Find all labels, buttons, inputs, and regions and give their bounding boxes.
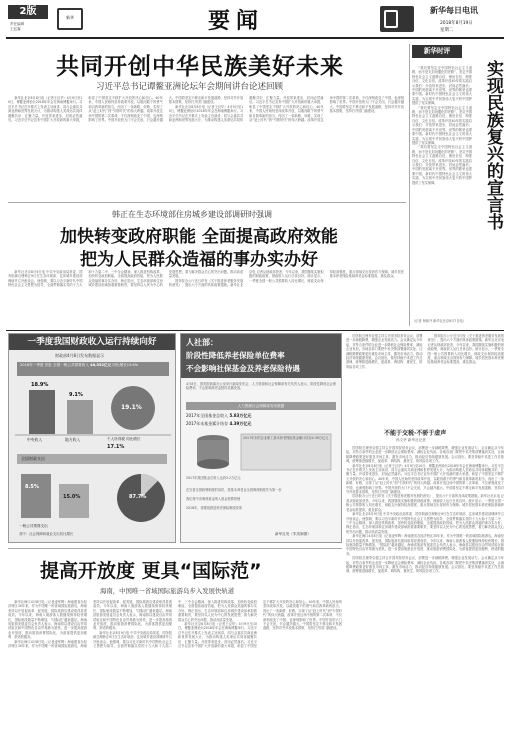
pie-percent: 87.7%	[129, 494, 147, 500]
expenditure-heading: 全国财政支出	[17, 454, 167, 464]
section-title: 要闻	[208, 8, 265, 34]
legend-line-2: 全国一般公共预算收入	[53, 363, 89, 367]
page-tag-editor: 王虹霖	[10, 26, 21, 31]
pension-header	[181, 334, 341, 378]
issue-weekday: 星期二	[440, 28, 454, 33]
pension-value-row	[186, 413, 336, 419]
pension-value-row-2	[186, 421, 336, 427]
page-tag	[10, 22, 24, 31]
lead-body: 新华社北京8月8日电（记者王汉华）4月9日至10日，博鳌亚洲论坛2018年年会在海南博鳌举行。习近平总书记在开幕式上发表主旨演讲，同与会嘉宾共商亚洲和世界发展大计，为推动构建人类命运共同体凝聚共识、汇聚力量。开放带来进步，封闭必然落后。习近平总书记宣布中国扩大开放新的重大举措，彰显了中国坚定不移扩大开放的决心和信心。40年来，中国人民始终坚持改革开放，以敢闯敢干的勇气和自我革新的担当，闯出了一条新路，好路，实现了从“赶上时代”到“引领时代”的伟大跨越。改革开放这场中国的第二次革命，不仅深刻改变了中国，也深刻影响了世界。中国开放的大门不会关闭，只会越开越大。中国将坚定不移走和平发展道路，坚持对外开放基本国策，坚持打开国门搞建设。 新华社北京8月8日电（记者王汉华）4月9日至10日，博鳌亚洲论坛2018年年会在海南博鳌举行。习近平总书记在开幕式上发表主旨演讲，同与会嘉宾共商亚洲和世界发展大计，为推动构建人类命运共同体凝聚共识、汇聚力量。开放带来进步，封闭必然落后。习近平总书记宣布中国扩大开放新的重大举措，彰显了中国坚定不移扩大开放的决心和信心。40年来，中国人民始终坚持改革开放，以敢闯敢干的勇气和自我革新的担当，闯出了一条新路，好路，实现了从“赶上时代”到“引领时代”的伟大跨越。改革开放这场中国的第二次革命，不仅深刻改变了中国，也深刻影响了世界。中国开放的大门不会关闭，只会越开越大。中国将坚定不移走和平发展道路，坚持对外开放基本国策，坚持打开国门搞建设。	[8, 96, 404, 123]
story4-subhead: 不能于交税·不骄于虚声	[384, 430, 447, 437]
column-divider	[409, 44, 410, 326]
pension-tag: 人社部：	[186, 338, 218, 347]
growth-value-3: 17.1%	[107, 444, 125, 450]
commentary-badge: 新华时评	[412, 45, 462, 58]
pension-title-2: 不会影响社保基金及养老保险待遇	[186, 364, 300, 373]
legend-note: 同比增长13.6%	[112, 363, 139, 367]
bar-central	[29, 390, 55, 434]
legend-line-1: 2018年一季度 首批	[20, 363, 52, 367]
commentary-body: “我们要坚定走中国特色社会主义道路，而不是走封闭僵化的老路”，坚定中国特色社会主义道路自信、理论自信、制度自信、文化自信。改革开放40年的实践启示我们：开放带来进步，封闭必然落后；中国的发展离不开世界，世界的繁荣也需要中国。新时代中国特色社会主义的伟大实践，为实现中华民族伟大复兴的中国梦提供了坚实保障。 “我们要坚定走中国特色社会主义道路，而不是走封闭僵化的老路”，坚定中国特色社会主义道路自信、理论自信、制度自信、文化自信。改革开放40年的实践启示我们：开放带来进步，封闭必然落后；中国的发展离不开世界，世界的繁荣也需要中国。新时代中国特色社会主义的伟大实践，为实现中华民族伟大复兴的中国梦提供了坚实保障。 “我们要坚定走中国特色社会主义道路，而不是走封闭僵化的老路”，坚定中国特色社会主义道路自信、理论自信、制度自信、文化自信。改革开放40年的实践启示我们：开放带来进步，封闭必然落后；中国的发展离不开世界，世界的繁荣也需要中国。新时代中国特色社会主义的伟大实践，为实现中华民族伟大复兴的中国梦提供了坚实保障。	[412, 66, 472, 185]
bar-local	[67, 400, 93, 434]
bar-spend-a	[21, 474, 51, 518]
pension-lead: 4月8日，国务院新闻办公室举行新闻发布会，人力资源和社会保障部有关负责人表示，阶段性降低社会保险费率，不会影响养老金按时足额发放。	[186, 382, 336, 391]
page-number-badge: 2版	[8, 5, 48, 19]
story2-body: 新华社北京8月9日电 中共中央政治局常委、国务院副总理韩正9日在生态环境部、住房城乡建设部调研并召开座谈会。他强调，要以习近平新时代中国特色社会主义思想为指导，全面贯彻落实党的十九大和十九届二中、三中全会精神，深入推进机构改革，加快转变政府职能，全面提高政府效能，把为人民群众造福的事办实办好。韩正指出，生态环境部和住房城乡建设部承担着重要职责，要坚持以人民为中心的发展思想，着力解决群众关心的突出问题，推动高质量发展。 国务院办公厅近日印发《关于推进养老服务发展的意见》，提出六个方面的具体政策措施。新华社北京电 记者从财政部获悉，今年以来，我国继续实施积极的财政政策，财政收入运行总体良好。统计显示，一季度全国一般公共预算收入同比增长，财政支出保持较高强度，重点领域支出得到有力保障。城乡居民基本养老保险基础养老金标准提高，惠及群众。	[8, 270, 404, 288]
issue-date: 2018年8月19日	[440, 21, 473, 26]
label-central: 中央收入	[27, 437, 43, 442]
pct-a: 8.5%	[25, 484, 39, 490]
infographic-banner: 一季度我国财政收入运行持续向好	[9, 334, 175, 350]
story4-body: 国务院总理李克强主持召开国务院常务会议，部署进一步减税降费，增强企业发展动力。会议确定从今年起，对符合条件的企业进一步降低社会保险费率，减轻企业负担。各地各部门要把中央决策部署落到实处，让减税降费政策更好惠及市场主体，激发市场活力，推动经济持续健康发展。会议指出，要坚持稳中求进工作总基调，统筹推进稳增长、促改革、调结构、惠民生、防风险各项工作。 新华社北京8月8日电（记者王汉华）4月9日至10日，博鳌亚洲论坛2018年年会在海南博鳌举行。习近平总书记在开幕式上发表主旨演讲，同与会嘉宾共商亚洲和世界发展大计，为推动构建人类命运共同体凝聚共识、汇聚力量。开放带来进步，封闭必然落后。习近平总书记宣布中国扩大开放新的重大举措，彰显了中国坚定不移扩大开放的决心和信心。40年来，中国人民始终坚持改革开放，以敢闯敢干的勇气和自我革新的担当，闯出了一条新路，好路，实现了从“赶上时代”到“引领时代”的伟大跨越。改革开放这场中国的第二次革命，不仅深刻改变了中国，也深刻影响了世界。中国开放的大门不会关闭，只会越开越大。中国将坚定不移走和平发展道路，坚持对外开放基本国策，坚持打开国门搞建设。 国务院办公厅近日印发《关于推进养老服务发展的意见》，提出六个方面的具体政策措施。新华社北京电 记者从财政部获悉，今年以来，我国继续实施积极的财政政策，财政收入运行总体良好。统计显示，一季度全国一般公共预算收入同比增长，财政支出保持较高强度，重点领域支出得到有力保障。城乡居民基本养老保险基础养老金标准提高，惠及群众。 新华社北京8月9日电 中共中央政治局常委、国务院副总理韩正9日在生态环境部、住房城乡建设部调研并召开座谈会。他强调，要以习近平新时代中国特色社会主义思想为指导，全面贯彻落实党的十九大和十九届二中、三中全会精神，深入推进机构改革，加快转变政府职能，全面提高政府效能，把为人民群众造福的事办实办好。韩正指出，生态环境部和住房城乡建设部承担着重要职责，要坚持以人民为中心的发展思想，着力解决群众关心的突出问题，推动高质量发展。 新华社海口4月8日电（记者凌军辉）海南建省办经济特区30年来，作为中国唯一的省域国际旅游岛，海南坚持以开放促改革、促发展，国际旅游岛建设取得显著成效。今年以来，海南入境游客人数继续保持较快增长，国际航线数量不断增加，“国际范”越来越足。海南省旅游发展委员会负责人表示，海南将以建设自由贸易试验区和中国特色自由贸易港为契机，进一步提高旅游业开放度，推动旅游消费国际化，为游客提供更加便利、舒适的服务。 国务院总理李克强主持召开国务院常务会议，部署进一步减税降费，增强企业发展动力。会议确定从今年起，对符合条件的企业进一步降低社会保险费率，减轻企业负担。各地各部门要把中央决策部署落到实处，让减税降费政策更好惠及市场主体，激发市场活力，推动经济持续健康发展。会议指出，要坚持稳中求进工作总基调，统筹推进稳增长、促改革、调结构、惠民生、防风险各项工作。	[346, 446, 504, 574]
label-tax-note: 个人所得税 同比增长	[107, 437, 141, 441]
spending-bars-chart	[15, 468, 105, 524]
lead-subhead: 习近平总书记谭鳌亚洲论坛年会期间讲台论述回顾	[96, 82, 284, 92]
story4-body-top: 国务院总理李克强主持召开国务院常务会议，部署进一步减税降费，增强企业发展动力。会议确定从今年起，对符合条件的企业进一步降低社会保险费率，减轻企业负担。各地各部门要把中央决策部署落到实处，让减税降费政策更好惠及市场主体，激发市场活力，推动经济持续健康发展。会议指出，要坚持稳中求进工作总基调，统筹推进稳增长、促改革、调结构、惠民生、防风险各项工作。 国务院办公厅近日印发《关于推进养老服务发展的意见》，提出六个方面的具体政策措施。新华社北京电 记者从财政部获悉，今年以来，我国继续实施积极的财政政策，财政收入运行总体良好。统计显示，一季度全国一般公共预算收入同比增长，财政支出保持较高强度，重点领域支出得到有力保障。城乡居民基本养老保险基础养老金标准提高，惠及群众。	[346, 334, 505, 369]
story2-kicker: 韩正在生态环境部住房城乡建设部调研时强调	[112, 210, 272, 219]
label-local: 地方收入	[65, 437, 81, 442]
pension-credit: 新华社发（朱英制图）	[275, 532, 311, 536]
masthead-rule	[6, 37, 504, 39]
legend-value: 48,552亿元	[90, 363, 112, 367]
pension-note-1: 在完善全国统筹制度的同时，将基本养老金全国调剂制度作为第一步	[186, 488, 282, 492]
story2-headline-1: 加快转变政府职能 全面提高政府效能	[60, 227, 338, 247]
pension-value-2: 4.39万亿元	[229, 421, 252, 426]
bottom-note: 其中：社会保障和就业支出同比增长	[19, 532, 74, 536]
story4-byline: 孙文华 新华社记者	[396, 438, 426, 442]
pension-value-2-label: 2017年末基金累计结存	[186, 421, 229, 426]
page-tag-label: 责任编辑	[10, 22, 25, 26]
logo-emblem-text: 新华	[66, 15, 74, 20]
paper-name: 新华每日电讯	[430, 6, 478, 15]
pension-chart-title: 人力资源社会保障部发布数据	[186, 402, 336, 410]
divider-story2	[8, 202, 406, 203]
story5-body: 新华社海口4月8日电（记者凌军辉）海南建省办经济特区30年来，作为中国唯一的省域国际旅游岛，海南坚持以开放促改革、促发展，国际旅游岛建设取得显著成效。今年以来，海南入境游客人数继续保持较快增长，国际航线数量不断增加，“国际范”越来越足。海南省旅游发展委员会负责人表示，海南将以建设自由贸易试验区和中国特色自由贸易港为契机，进一步提高旅游业开放度，推动旅游消费国际化，为游客提供更加便利、舒适的服务。 新华社海口4月8日电（记者凌军辉）海南建省办经济特区30年来，作为中国唯一的省域国际旅游岛，海南坚持以开放促改革、促发展，国际旅游岛建设取得显著成效。今年以来，海南入境游客人数继续保持较快增长，国际航线数量不断增加，“国际范”越来越足。海南省旅游发展委员会负责人表示，海南将以建设自由贸易试验区和中国特色自由贸易港为契机，进一步提高旅游业开放度，推动旅游消费国际化，为游客提供更加便利、舒适的服务。 新华社北京8月9日电 中共中央政治局常委、国务院副总理韩正9日在生态环境部、住房城乡建设部调研并召开座谈会。他强调，要以习近平新时代中国特色社会主义思想为指导，全面贯彻落实党的十九大和十九届二中、三中全会精神，深入推进机构改革，加快转变政府职能，全面提高政府效能，把为人民群众造福的事办实办好。韩正指出，生态环境部和住房城乡建设部承担着重要职责，要坚持以人民为中心的发展思想，着力解决群众关心的突出问题，推动高质量发展。 新华社北京8月8日电（记者王汉华）4月9日至10日，博鳌亚洲论坛2018年年会在海南博鳌举行。习近平总书记在开幕式上发表主旨演讲，同与会嘉宾共商亚洲和世界发展大计，为推动构建人类命运共同体凝聚共识、汇聚力量。开放带来进步，封闭必然落后。习近平总书记宣布中国扩大开放新的重大举措，彰显了中国坚定不移扩大开放的决心和信心。40年来，中国人民始终坚持改革开放，以敢闯敢干的勇气和自我革新的担当，闯出了一条新路，好路，实现了从“赶上时代”到“引领时代”的伟大跨越。改革开放这场中国的第二次革命，不仅深刻改变了中国，也深刻影响了世界。中国开放的大门不会关闭，只会越开越大。中国将坚定不移走和平发展道路，坚持对外开放基本国策，坚持打开国门搞建设。	[8, 600, 342, 649]
commentary-title: 实现民族复兴的宣言书	[483, 60, 503, 230]
bubble-value: 19.1%	[121, 404, 142, 411]
masthead	[0, 0, 510, 38]
pension-title-1: 阶段性降低养老保险单位费率	[186, 351, 285, 360]
infographic-legend	[17, 362, 169, 376]
pension-note-3: 2018年，将继续推进养老保险制度改革	[186, 506, 242, 510]
paper-logo-icon	[380, 6, 414, 32]
pension-infographic	[180, 333, 342, 543]
pension-box-right: 2017年末的企业职工基本养老保险基金累计结存4.39万亿元	[243, 436, 329, 440]
story5-subhead: 海南，中国唯一省域国际旅游岛步入发展快轨道	[100, 587, 235, 595]
fiscal-infographic	[8, 333, 176, 543]
section-rule	[6, 330, 504, 331]
label-spending: 一般公共预算支出	[19, 524, 48, 528]
growth-value-1: 18.9%	[31, 382, 49, 388]
story5-headline: 提高开放度 更具“国际范”	[40, 560, 262, 582]
infographic-source: 财政部4月8日发布数据显示	[55, 353, 105, 358]
pension-box-left: 2017年我国基金总收入达到3.2万亿元	[186, 476, 241, 480]
pension-value-1: 5.83万亿元	[229, 413, 252, 418]
story2-headline-2: 把为人民群众造福的事办实办好	[80, 250, 318, 270]
growth-value-2: 9.1%	[69, 392, 83, 398]
divider-story5	[8, 548, 342, 549]
pension-note-2: 我们将中央调剂基金纳入基金预算管理	[186, 497, 241, 501]
commentary-byline: （记者 杨林升 新华社北京8月7日电）	[412, 319, 466, 323]
bar-spend-b	[59, 484, 89, 518]
pension-value-1-label: 2017年全国基金总收入	[186, 413, 229, 418]
pension-notes	[186, 488, 336, 515]
lead-headline: 共同开创中华民族美好未来	[56, 54, 344, 80]
pct-b: 15.0%	[63, 494, 81, 500]
